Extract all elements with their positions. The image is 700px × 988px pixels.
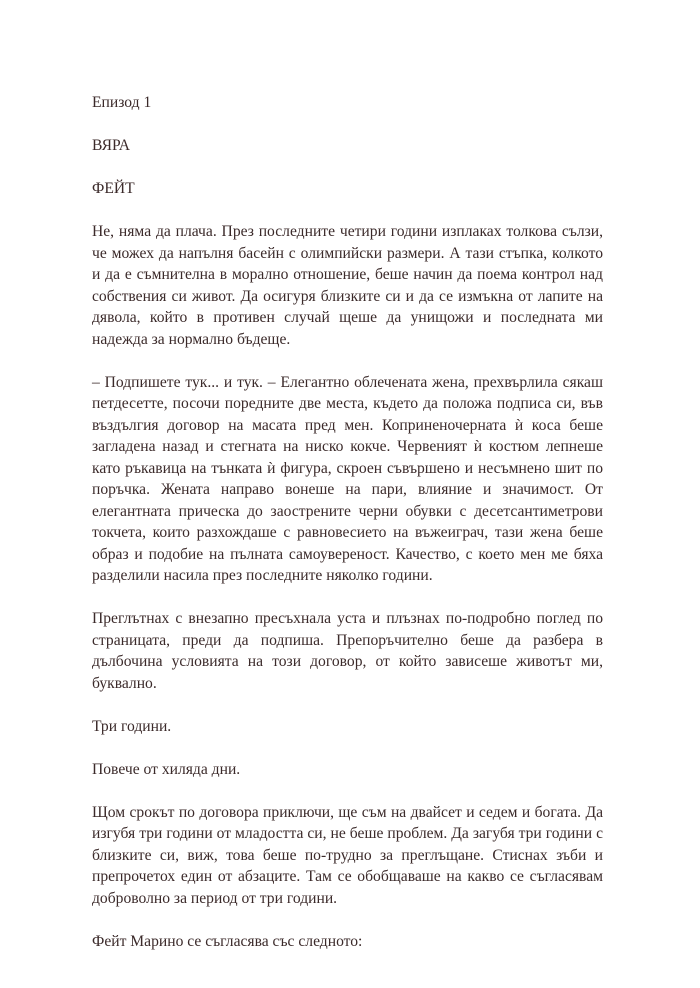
paragraph-5: Повече от хиляда дни. xyxy=(92,760,241,778)
narrator-name: ФЕЙТ xyxy=(92,180,135,197)
document-body xyxy=(92,92,603,974)
part-title: ВЯРА xyxy=(92,137,130,154)
paragraph-7: Фейт Марино се съгласява със следното: xyxy=(92,932,363,950)
episode-heading: Епизод 1 xyxy=(92,94,152,111)
paragraph-3: Преглътнах с внезапно пресъхнала уста и плъзнах по-подробно поглед по страницата, преди да подпиша. Препоръчително беше да разбера в дълбочина условията на този договор, от който зависеше животът ми, буквално. xyxy=(92,610,603,692)
paragraph-6: Щом срокът по договора приключи, ще съм на двайсет и седем и богата. Да изгубя три години от младостта си, не беше проблем. Да загубя три години с близките си, виж, това беше по-трудно за преглъщане. Стиснах зъби и препрочетох един от абзаците. Там се обобщаваше на какво се съгласявам доброволно за период от три години. xyxy=(92,803,603,907)
paragraph-2: – Подпишете тук... и тук. – Елегантно облечената жена, прехвърлила сякаш петдесетте, посочи поредните две места, където да положа подписа си, във въздългия договор на масата пред мен. Коприненочерната ѝ коса беше загладена назад и стегната на ниско кокче. Червеният ѝ костюм лепнеше като ръкавица на тънката ѝ фигура, скроен съвършено и несъмнено шит по поръчка. Жената направо вонеше на пари, влияние и значимост. От елегантната прическа до заострените черни обувки с десетсантиметрови токчета, които разхождаше с равновесието на въжеиграч, тази жена беше образ и подобие на пълната самоувереност. Качество, с което мен ме бяха разделили насила през последните няколко години. xyxy=(92,373,603,584)
paragraph-1: Не, няма да плача. През последните четири години изплаках толкова сълзи, че можех да напълня басейн с олимпийски размери. А тази стъпка, колкото и да е съмнителна в морално отношение, беше начин да поема контрол над собствения си живот. Да осигуря близките си и да се измъкна от лапите на дявола, който в противен случай щеше да унищожи и последната ми надежда за нормално бъдеще. xyxy=(92,223,603,348)
paragraph-4: Три години. xyxy=(92,717,172,735)
